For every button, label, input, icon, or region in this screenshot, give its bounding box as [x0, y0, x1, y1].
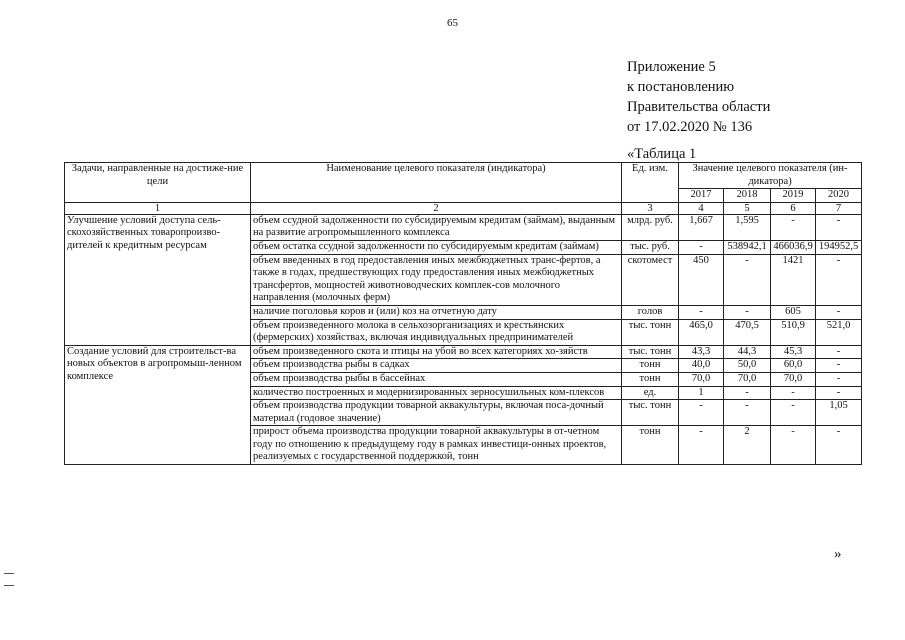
- unit-cell: тыс. тонн: [622, 319, 679, 345]
- header-year: 2018: [724, 189, 771, 203]
- task-cell: Улучшение условий доступа сель-скохозяйственных товаропроизво-дителей к кредитным ресурсам: [65, 214, 251, 345]
- value-2020-cell: -: [816, 305, 862, 319]
- indicator-name-cell: объем остатка ссудной задолженности по субсидируемым кредитам (займам): [251, 240, 622, 254]
- appendix-block: [627, 57, 897, 137]
- header-tasks: Задачи, направленные на достиже-ние цели: [65, 163, 251, 203]
- value-2019-cell: -: [771, 426, 816, 465]
- column-number: 3: [622, 202, 679, 214]
- column-number: 4: [679, 202, 724, 214]
- value-2019-cell: -: [771, 386, 816, 400]
- unit-cell: тонн: [622, 372, 679, 386]
- indicator-name-cell: объем ссудной задолженности по субсидируемым кредитам (займам), выданным на развитие агропромышленного комплекса: [251, 214, 622, 240]
- value-2017-cell: 450: [679, 254, 724, 305]
- value-2019-cell: 466036,9: [771, 240, 816, 254]
- column-number: 6: [771, 202, 816, 214]
- header-unit: Ед. изм.: [622, 163, 679, 203]
- column-number: 5: [724, 202, 771, 214]
- unit-cell: тыс. тонн: [622, 345, 679, 359]
- value-2018-cell: -: [724, 305, 771, 319]
- value-2017-cell: -: [679, 400, 724, 426]
- value-2017-cell: 43,3: [679, 345, 724, 359]
- indicator-name-cell: объем производства рыбы в бассейнах: [251, 372, 622, 386]
- indicator-name-cell: наличие поголовья коров и (или) коз на отчетную дату: [251, 305, 622, 319]
- value-2018-cell: -: [724, 254, 771, 305]
- value-2017-cell: 70,0: [679, 372, 724, 386]
- unit-cell: тыс. руб.: [622, 240, 679, 254]
- value-2018-cell: 2: [724, 426, 771, 465]
- value-2017-cell: -: [679, 426, 724, 465]
- value-2018-cell: 50,0: [724, 359, 771, 373]
- unit-cell: скотомест: [622, 254, 679, 305]
- appendix-resolution: к постановлению: [627, 79, 735, 95]
- value-2020-cell: 1,05: [816, 400, 862, 426]
- header-year: 2019: [771, 189, 816, 203]
- value-2020-cell: -: [816, 426, 862, 465]
- value-2019-cell: 605: [771, 305, 816, 319]
- header-value: Значение целевого показателя (ин-дикатора): [679, 163, 862, 189]
- value-2020-cell: 521,0: [816, 319, 862, 345]
- indicator-name-cell: объем производства продукции товарной аквакультуры, включая поса-дочный материал (годовое значение): [251, 400, 622, 426]
- value-2019-cell: 60,0: [771, 359, 816, 373]
- unit-cell: тонн: [622, 359, 679, 373]
- value-2018-cell: -: [724, 386, 771, 400]
- value-2018-cell: -: [724, 400, 771, 426]
- value-2020-cell: -: [816, 359, 862, 373]
- unit-cell: млрд. руб.: [622, 214, 679, 240]
- value-2018-cell: 1,595: [724, 214, 771, 240]
- value-2020-cell: -: [816, 386, 862, 400]
- appendix-date: от 17.02.2020 № 136: [627, 119, 753, 135]
- task-cell: Создание условий для строительст-ва новых объектов в агропромыш-ленном комплексе: [65, 345, 251, 464]
- value-2018-cell: 538942,1: [724, 240, 771, 254]
- value-2019-cell: 510,9: [771, 319, 816, 345]
- table-caption: «Таблица 1: [627, 146, 697, 162]
- indicator-name-cell: объем введенных в год предоставления иных межбюджетных транс-фертов, а также в годах, предшествующих году предоставления иных межбюджетных трансфертов, мощностей животноводческих комплек-сов молочного направления (молочных ферм): [251, 254, 622, 305]
- value-2019-cell: -: [771, 400, 816, 426]
- unit-cell: тонн: [622, 426, 679, 465]
- indicator-name-cell: объем произведенного молока в сельхозорганизациях и крестьянских (фермерских) хозяйствах, включая индивидуальных предпринимателей: [251, 319, 622, 345]
- value-2019-cell: 70,0: [771, 372, 816, 386]
- value-2019-cell: 45,3: [771, 345, 816, 359]
- indicator-table: [64, 162, 862, 465]
- value-2017-cell: 1: [679, 386, 724, 400]
- edge-mark: [4, 585, 14, 586]
- value-2018-cell: 70,0: [724, 372, 771, 386]
- header-year: 2020: [816, 189, 862, 203]
- value-2020-cell: 194952,5: [816, 240, 862, 254]
- value-2020-cell: -: [816, 214, 862, 240]
- value-2018-cell: 470,5: [724, 319, 771, 345]
- value-2019-cell: -: [771, 214, 816, 240]
- value-2017-cell: -: [679, 305, 724, 319]
- page-number: 65: [447, 17, 458, 29]
- value-2017-cell: 40,0: [679, 359, 724, 373]
- unit-cell: тыс. тонн: [622, 400, 679, 426]
- indicator-name-cell: объем производства рыбы в садках: [251, 359, 622, 373]
- column-number: 7: [816, 202, 862, 214]
- edge-mark: [4, 573, 14, 574]
- header-indicator: Наименование целевого показателя (индикатора): [251, 163, 622, 203]
- value-2020-cell: -: [816, 254, 862, 305]
- column-number: 2: [251, 202, 622, 214]
- table-row: [65, 214, 862, 240]
- indicator-name-cell: прирост объема производства продукции товарной аквакультуры в от-четном году по отношению к предыдущему году в рамках инвестици-онных проектов, реализуемых с государственной поддержкой, тонн: [251, 426, 622, 465]
- value-2020-cell: -: [816, 345, 862, 359]
- unit-cell: голов: [622, 305, 679, 319]
- indicator-name-cell: объем произведенного скота и птицы на убой во всех категориях хо-зяйств: [251, 345, 622, 359]
- value-2017-cell: 1,667: [679, 214, 724, 240]
- closing-quote-mark: »: [834, 546, 842, 562]
- header-year: 2017: [679, 189, 724, 203]
- value-2017-cell: -: [679, 240, 724, 254]
- table-row: [65, 345, 862, 359]
- appendix-title: Приложение 5: [627, 59, 716, 75]
- value-2018-cell: 44,3: [724, 345, 771, 359]
- value-2019-cell: 1421: [771, 254, 816, 305]
- unit-cell: ед.: [622, 386, 679, 400]
- value-2020-cell: -: [816, 372, 862, 386]
- appendix-authority: Правительства области: [627, 99, 771, 115]
- indicator-name-cell: количество построенных и модернизированных зерносушильных ком-плексов: [251, 386, 622, 400]
- column-number: 1: [65, 202, 251, 214]
- value-2017-cell: 465,0: [679, 319, 724, 345]
